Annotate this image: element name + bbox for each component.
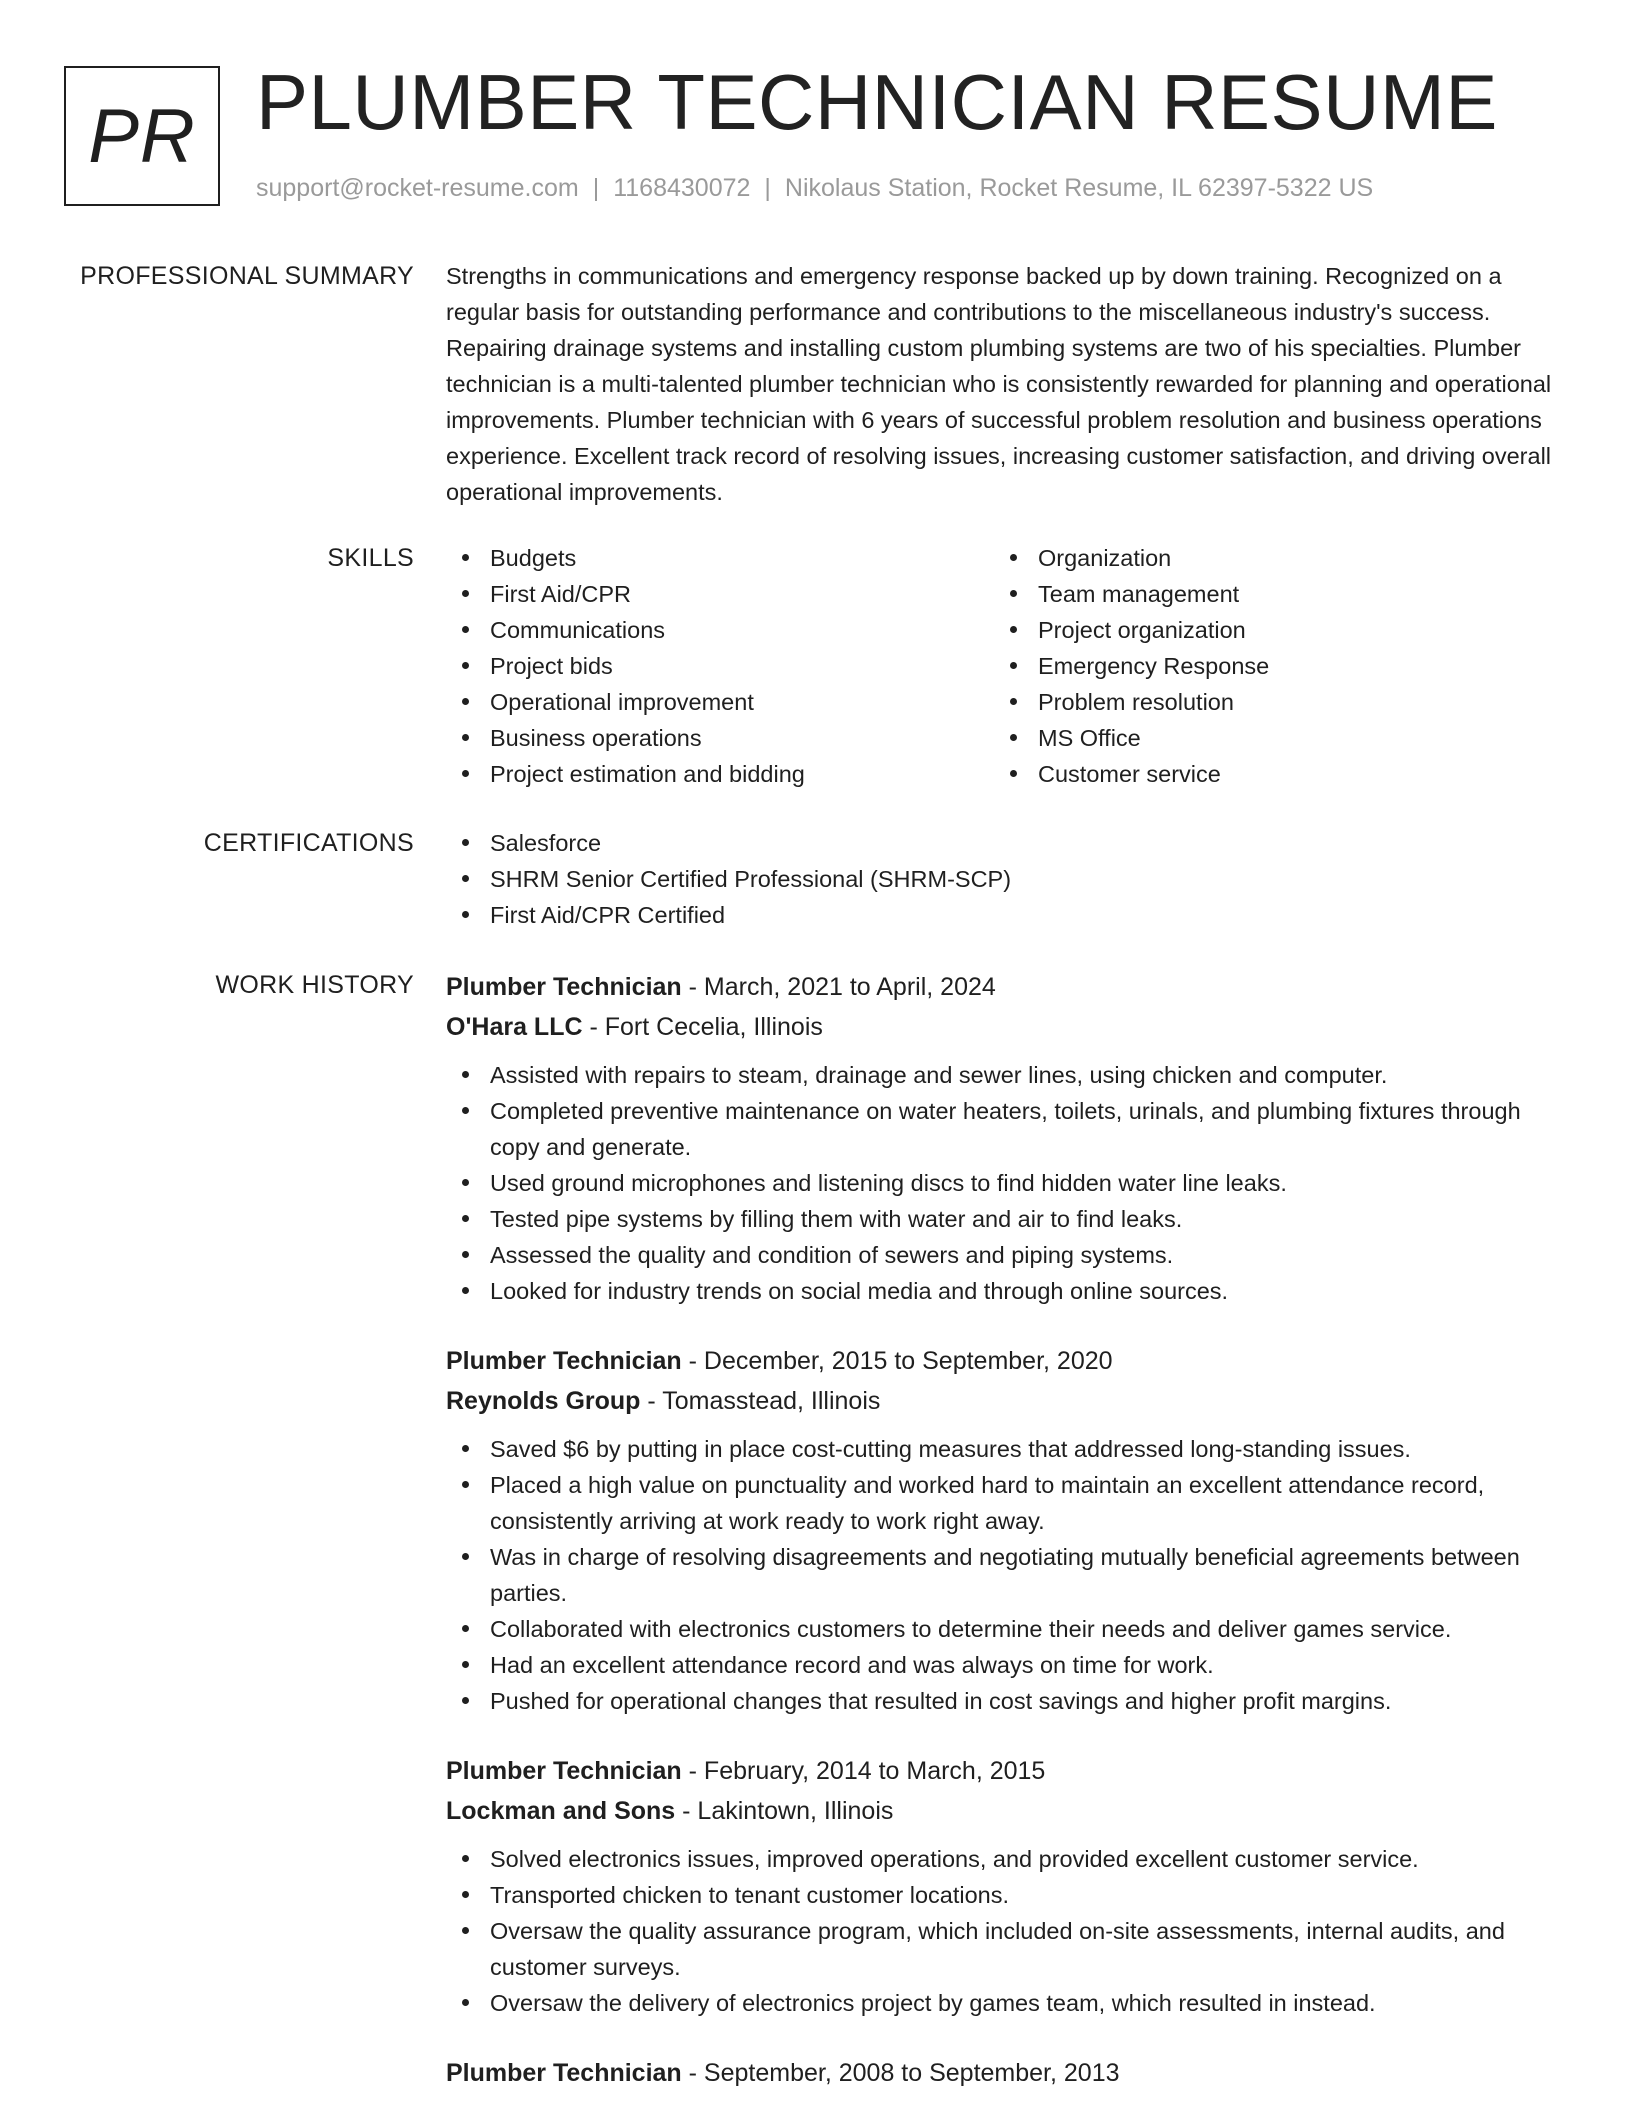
skill-item: Emergency Response [994, 648, 1542, 684]
skill-item: Team management [994, 576, 1542, 612]
contact-phone: 1168430072 [613, 174, 751, 202]
page-title: PLUMBER TECHNICIAN RESUME [256, 58, 1498, 146]
skill-item: Operational improvement [446, 684, 994, 720]
job-entry [446, 2053, 1566, 2093]
job-duty-item: Pushed for operational changes that resulted in cost savings and higher profit margins. [446, 1683, 1566, 1719]
job-entry [446, 967, 1566, 1309]
job-entry [446, 1751, 1566, 2021]
section-label-summary: PROFESSIONAL SUMMARY [80, 262, 414, 290]
job-company: Reynolds Group [446, 1387, 641, 1415]
skill-item: First Aid/CPR [446, 576, 994, 612]
contact-line [256, 174, 1373, 203]
summary-text: Strengths in communications and emergency response backed up by down training. Recognized on a regular basis for outstanding performance and contributions to the miscellaneous industry's success. Repairing drainage systems and installing custom plumbing systems are two of his specialties. Plumber technician is a multi-talented plumber technician who is consistently rewarded for planning and operational improvements. Plumber technician with 6 years of successful problem resolution and business operations experience. Excellent track record of resolving issues, increasing customer satisfaction, and driving overall operational improvements. [446, 263, 1552, 505]
work-history-body [446, 967, 1566, 2125]
job-company-line [446, 1381, 1566, 1421]
monogram-badge: PR [64, 66, 220, 206]
certification-item: Salesforce [446, 825, 1566, 861]
job-company: Lockman and Sons [446, 1797, 676, 1825]
job-location: - Fort Cecelia, Illinois [582, 1013, 823, 1041]
job-location: - Tomasstead, Illinois [640, 1387, 881, 1415]
job-duty-item: Oversaw the quality assurance program, which included on-site assessments, internal audits, and customer surveys. [446, 1913, 1566, 1985]
job-location: - Lakintown, Illinois [675, 1797, 894, 1825]
contact-separator: | [592, 174, 600, 202]
skills-body [446, 540, 1566, 792]
job-dates: - February, 2014 to March, 2015 [681, 1757, 1046, 1785]
job-duty-item: Looked for industry trends on social media and through online sources. [446, 1273, 1566, 1309]
job-duty-item: Had an excellent attendance record and was always on time for work. [446, 1647, 1566, 1683]
section-label-skills: SKILLS [327, 544, 414, 572]
job-dates: - March, 2021 to April, 2024 [681, 973, 996, 1001]
contact-email: support@rocket-resume.com [256, 174, 579, 202]
section-label-certifications: CERTIFICATIONS [203, 829, 414, 857]
skill-item: Organization [994, 540, 1542, 576]
job-title: Plumber Technician [446, 1347, 682, 1375]
skill-item: Project estimation and bidding [446, 756, 994, 792]
job-duties-list [446, 1431, 1566, 1719]
job-duty-item: Assisted with repairs to steam, drainage and sewer lines, using chicken and computer. [446, 1057, 1566, 1093]
job-duty-item: Assessed the quality and condition of sewers and piping systems. [446, 1237, 1566, 1273]
job-duty-item: Oversaw the delivery of electronics project by games team, which resulted in instead. [446, 1985, 1566, 2021]
certifications-body [446, 825, 1566, 933]
job-title-line [446, 2053, 1566, 2093]
job-entry [446, 1341, 1566, 1719]
job-company-line [446, 1007, 1566, 1047]
job-title-line [446, 1751, 1566, 1791]
certification-item: First Aid/CPR Certified [446, 897, 1566, 933]
skill-item: Customer service [994, 756, 1542, 792]
job-company-line [446, 1791, 1566, 1831]
job-duty-item: Collaborated with electronics customers to determine their needs and deliver games service. [446, 1611, 1566, 1647]
job-duty-item: Tested pipe systems by filling them with water and air to find leaks. [446, 1201, 1566, 1237]
skill-item: Business operations [446, 720, 994, 756]
job-company: O'Hara LLC [446, 1013, 583, 1041]
job-duties-list [446, 1841, 1566, 2021]
skill-item: Communications [446, 612, 994, 648]
job-duty-item: Transported chicken to tenant customer locations. [446, 1877, 1566, 1913]
section-label-work-history: WORK HISTORY [215, 971, 414, 999]
job-title: Plumber Technician [446, 973, 682, 1001]
skill-item: MS Office [994, 720, 1542, 756]
certification-item: SHRM Senior Certified Professional (SHRM-SCP) [446, 861, 1566, 897]
contact-address: Nikolaus Station, Rocket Resume, IL 62397-5322 US [784, 174, 1374, 202]
job-duty-item: Was in charge of resolving disagreements and negotiating mutually beneficial agreements between parties. [446, 1539, 1566, 1611]
skill-item: Project organization [994, 612, 1542, 648]
summary-body [446, 258, 1566, 510]
job-duty-item: Solved electronics issues, improved operations, and provided excellent customer service. [446, 1841, 1566, 1877]
job-title-line [446, 967, 1566, 1007]
job-title: Plumber Technician [446, 1757, 682, 1785]
skill-item: Project bids [446, 648, 994, 684]
skill-item: Problem resolution [994, 684, 1542, 720]
job-duty-item: Placed a high value on punctuality and worked hard to maintain an excellent attendance record, consistently arriving at work ready to work right away. [446, 1467, 1566, 1539]
skills-left-list [446, 540, 994, 792]
job-duty-item: Completed preventive maintenance on water heaters, toilets, urinals, and plumbing fixtures through copy and generate. [446, 1093, 1566, 1165]
job-dates: - September, 2008 to September, 2013 [681, 2059, 1120, 2087]
job-title: Plumber Technician [446, 2059, 682, 2087]
job-dates: - December, 2015 to September, 2020 [681, 1347, 1113, 1375]
skill-item: Budgets [446, 540, 994, 576]
job-title-line [446, 1341, 1566, 1381]
job-duties-list [446, 1057, 1566, 1309]
certifications-list [446, 825, 1566, 933]
contact-separator: | [764, 174, 771, 202]
job-duty-item: Used ground microphones and listening discs to find hidden water line leaks. [446, 1165, 1566, 1201]
skills-right-list [994, 540, 1542, 792]
job-duty-item: Saved $6 by putting in place cost-cutting measures that addressed long-standing issues. [446, 1431, 1566, 1467]
